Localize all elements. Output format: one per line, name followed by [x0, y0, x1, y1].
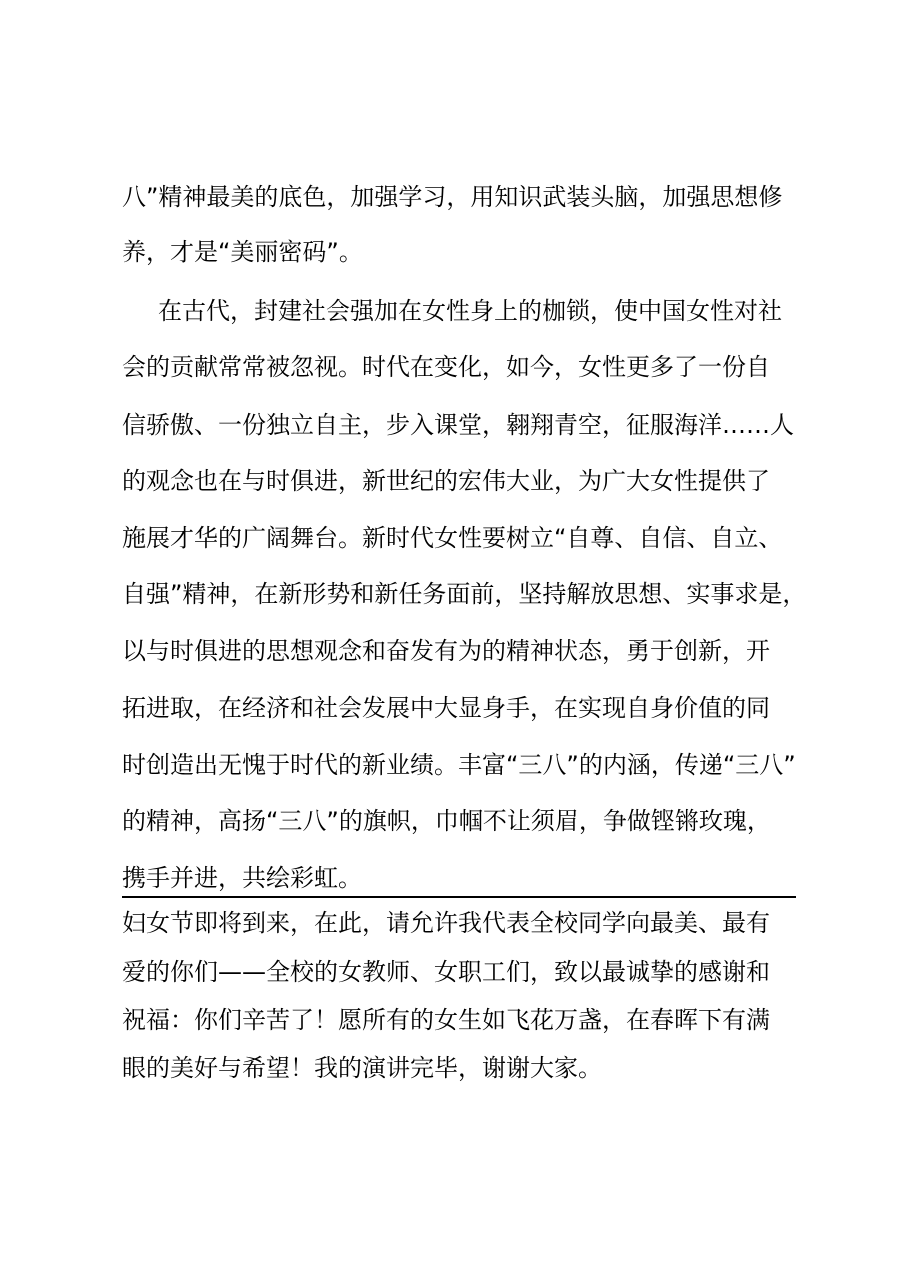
text-line: 八”精神最美的底色，加强学习，用知识武装头脑，加强思想修	[122, 183, 783, 211]
text-line: 祝福：你们辛苦了！愿所有的女生如飞花万盏，在春晖下有满	[122, 1006, 770, 1034]
text-line: 眼的美好与希望！我的演讲完毕，谢谢大家。	[122, 1054, 602, 1082]
text-line: 的观念也在与时俱进，新世纪的宏伟大业，为广大女性提供了	[122, 467, 770, 495]
text-line: 会的贡献常常被忽视。时代在变化，如今，女性更多了一份自	[122, 353, 770, 381]
text-line: 妇女节即将到来，在此，请允许我代表全校同学向最美、最有	[122, 909, 770, 937]
text-line: 养，才是“美丽密码”。	[122, 238, 363, 266]
text-line: 携手并进，共绘彩虹。	[122, 864, 362, 892]
text-line: 的精神，高扬“三八”的旗帜，巾帼不让须眉，争做铿锵玫瑰，	[122, 807, 771, 835]
text-line: 施展才华的广阔舞台。新时代女性要树立“自尊、自信、自立、	[122, 524, 783, 552]
text-line: 信骄傲、一份独立自主，步入课堂，翱翔青空，征服海洋……人	[122, 411, 794, 439]
text-line: 在古代，封建社会强加在女性身上的枷锁，使中国女性对社	[158, 297, 782, 325]
text-line: 拓进取，在经济和社会发展中大显身手，在实现自身价值的同	[122, 694, 770, 722]
section-divider	[122, 896, 796, 898]
text-line: 爱的你们——全校的女教师、女职工们，致以最诚挚的感谢和	[122, 958, 770, 986]
text-line: 自强”精神，在新形势和新任务面前，坚持解放思想、实事求是，	[122, 580, 807, 608]
text-line: 以与时俱进的思想观念和奋发有为的精神状态，勇于创新，开	[122, 637, 770, 665]
text-line: 时创造出无愧于时代的新业绩。丰富“三八”的内涵，传递“三八”	[122, 751, 796, 779]
